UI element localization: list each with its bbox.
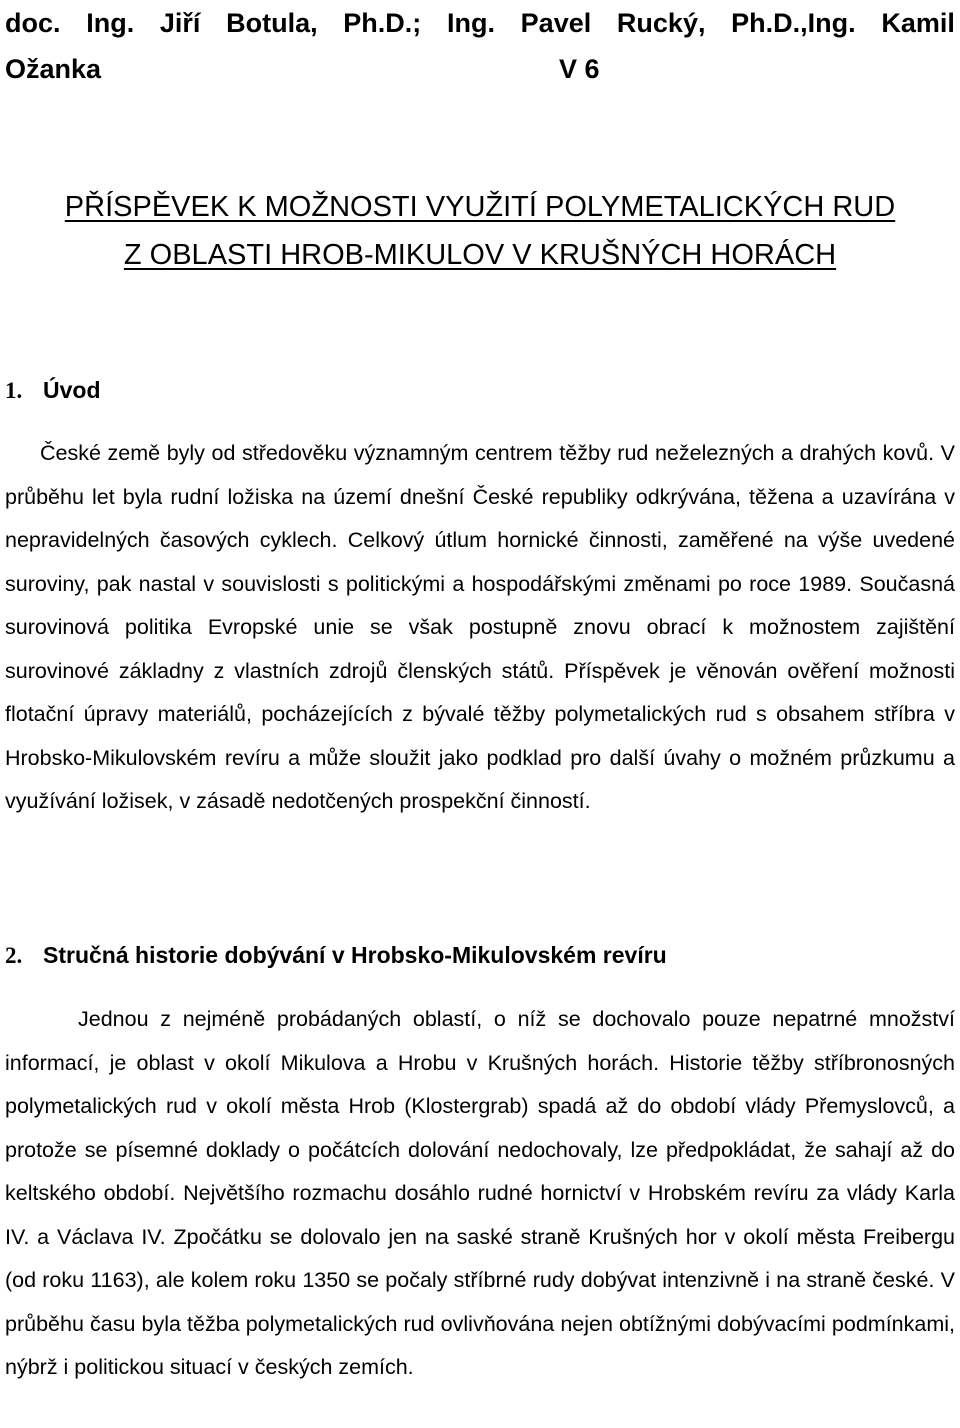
authors-word: Ing.	[86, 8, 135, 38]
authors-word: Ing.	[446, 8, 495, 38]
authors-line-continued	[5, 46, 955, 92]
authors-word: doc.	[5, 8, 61, 38]
authors-word: Ph.D.;	[343, 8, 422, 38]
title-line-2: Z OBLASTI HROB-MIKULOV V KRUŠNÝCH HORÁCH	[123, 239, 837, 271]
paragraph-text: České země byly od středověku významným centrem těžby rud neželezných a drahých kovů. V průběhu let byla rudní ložiska na území dnešní České republiky odkrývána, těžena a uzavírána v nepravidelných časových cyklech. Celkový útlum hornické činnosti, zaměřené na výše uvedené suroviny, pak nastal v souvislosti s politickými a hospodářskými změnami po roce 1989. Současná surovinová politika Evropské unie se však postupně znovu obrací k možnostem zajištění surovinové základny z vlastních zdrojů členských států. Příspěvek je věnován ověření možnosti flotační úpravy materiálů, pocházejících z bývalé těžby polymetalických rud s obsahem stříbra v Hrobsko-Mikulovském revíru a může sloužit jako podklad pro další úvahy o možném průzkumu a využívání ložisek, v zásadě nedotčených prospekční činností.	[5, 441, 955, 813]
section-title: Stručná historie dobývání v Hrobsko-Mikulovském revíru	[43, 942, 667, 968]
authors-word: Ph.D.,Ing.	[731, 8, 856, 38]
authors-continuation: Ožanka	[5, 54, 102, 84]
section-heading-intro	[5, 375, 101, 406]
authors-line	[5, 0, 955, 46]
authors-word: Botula,	[226, 8, 318, 38]
section-heading-history	[5, 940, 667, 971]
paper-code: V 6	[559, 54, 600, 84]
section-number: 1.	[5, 378, 23, 403]
paper-title	[0, 183, 960, 279]
authors-word: Jiří	[159, 8, 201, 38]
section-paragraph-intro	[5, 432, 955, 824]
authors-word: Pavel	[520, 8, 592, 38]
section-title: Úvod	[43, 377, 101, 403]
title-line-1: PŘÍSPĚVEK K MOŽNOSTI VYUŽITÍ POLYMETALICKÝCH RUD	[64, 191, 896, 223]
document-header	[5, 0, 955, 92]
authors-word: Rucký,	[616, 8, 706, 38]
section-number: 2.	[5, 943, 23, 968]
paragraph-text: Jednou z nejméně probádaných oblastí, o níž se dochovalo pouze nepatrné množství informací, je oblast v okolí Mikulova a Hrobu v Krušných horách. Historie těžby stříbronosných polymetalických rud v okolí města Hrob (Klostergrab) spadá až do období vlády Přemyslovců, a protože se písemné doklady o počátcích dolování nedochovaly, lze předpokládat, že sahají až do keltského období. Největšího rozmachu dosáhlo rudné hornictví v Hrobském revíru za vlády Karla IV. a Václava IV. Zpočátku se dolovalo jen na saské straně Krušných hor v okolí města Freibergu (od roku 1163), ale kolem roku 1350 se počaly stříbrné rudy dobývat intenzivně i na straně české. V průběhu času byla těžba polymetalických rud ovlivňována nejen obtížnými dobývacími podmínkami, nýbrž i politickou situací v českých zemích.	[5, 1007, 955, 1379]
authors-word: Kamil	[881, 8, 955, 38]
section-paragraph-history	[5, 998, 955, 1390]
